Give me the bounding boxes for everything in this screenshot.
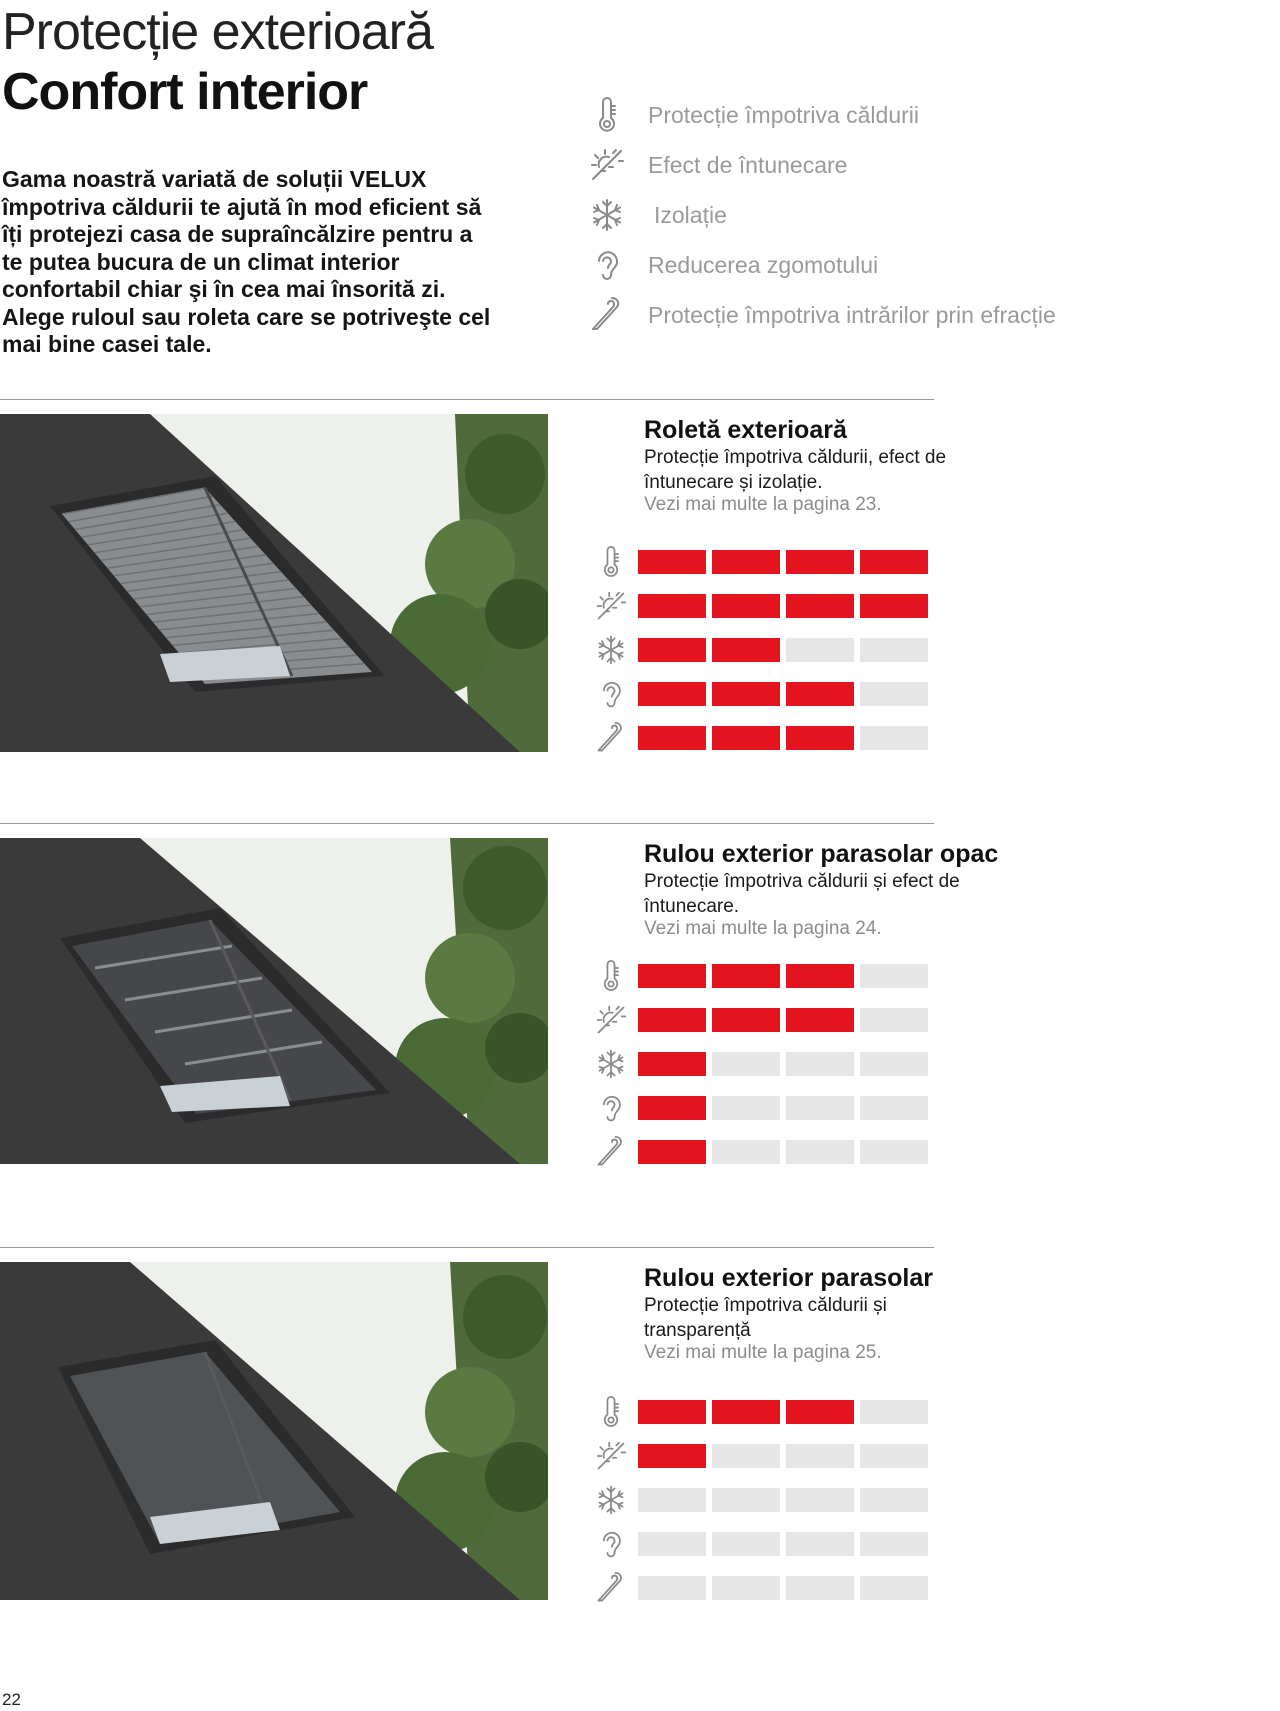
rating-bar-empty <box>860 1576 928 1600</box>
rating-row <box>594 1086 934 1130</box>
rating-bar-filled <box>712 594 780 618</box>
product-description-1: Protecție împotriva căldurii, efect de întunecare și izolație. <box>644 447 947 493</box>
darkening-icon <box>595 1440 627 1472</box>
thermometer-icon <box>595 546 627 578</box>
rating-bar-filled <box>712 638 780 662</box>
snowflake-icon <box>595 634 627 666</box>
rating-bar-empty <box>786 1140 854 1164</box>
rating-bar-empty <box>638 1576 706 1600</box>
rating-row <box>594 1434 934 1478</box>
rating-row <box>594 998 934 1042</box>
product-link-1[interactable]: Vezi mai multe la pagina 23. <box>644 494 882 515</box>
rating-bar-filled <box>638 1096 706 1120</box>
rating-row <box>594 628 934 672</box>
rating-bar-empty <box>712 1096 780 1120</box>
product-photo-1 <box>0 414 548 752</box>
rating-bar-filled <box>638 594 706 618</box>
rating-bar-empty <box>860 1140 928 1164</box>
snowflake-icon <box>595 1048 627 1080</box>
legend-item-noise <box>586 240 1146 290</box>
ear-icon <box>595 1092 627 1124</box>
ear-icon <box>595 678 627 710</box>
rating-bar-filled <box>860 594 928 618</box>
rating-bar-empty <box>860 638 928 662</box>
rating-bar-filled <box>712 1008 780 1032</box>
product-link-2[interactable]: Vezi mai multe la pagina 24. <box>644 918 882 939</box>
thermometer-icon <box>589 97 625 133</box>
rating-bar-empty <box>860 1052 928 1076</box>
rating-bar-filled <box>786 550 854 574</box>
rating-bar-filled <box>638 550 706 574</box>
rating-row <box>594 954 934 998</box>
crowbar-icon <box>595 1136 627 1168</box>
rating-bar-empty <box>712 1140 780 1164</box>
snowflake-icon <box>589 197 625 233</box>
rating-row <box>594 672 934 716</box>
rating-bar-empty <box>860 1532 928 1556</box>
rating-bar-empty <box>860 1096 928 1120</box>
ear-icon <box>589 247 625 283</box>
product-description-3: Protecție împotriva căldurii și transparență <box>644 1295 887 1341</box>
section-divider <box>0 823 934 824</box>
rating-bar-filled <box>712 550 780 574</box>
rating-bar-empty <box>786 1576 854 1600</box>
rating-bar-empty <box>860 964 928 988</box>
rating-row <box>594 716 934 760</box>
page-number: 22 <box>2 1690 21 1709</box>
rating-bar-filled <box>712 964 780 988</box>
darkening-icon <box>589 147 625 183</box>
intro-paragraph: Gama noastră variată de soluții VELUX împotriva căldurii te ajută în mod eficient să îți protejezi casa de supraîncălzire pentru a te putea bucura de un climat interior confortabil chiar şi în cea mai însorită zi. Alege ruloul sau roleta care se potriveşte cel mai bine casei tale. <box>2 166 491 357</box>
product-title-1: Roletă exterioară <box>644 416 847 444</box>
rating-bar-filled <box>712 1400 780 1424</box>
rating-bar-filled <box>860 550 928 574</box>
rating-bar-filled <box>638 1400 706 1424</box>
rating-bar-filled <box>712 682 780 706</box>
rating-bar-filled <box>712 726 780 750</box>
legend-label: Reducerea zgomotului <box>648 251 879 278</box>
legend-label: Protecție împotriva căldurii <box>648 101 919 128</box>
rating-bar-empty <box>860 1444 928 1468</box>
rating-bar-filled <box>638 1140 706 1164</box>
rating-bar-empty <box>860 682 928 706</box>
rating-bar-empty <box>712 1444 780 1468</box>
rating-bar-empty <box>712 1576 780 1600</box>
rating-bar-empty <box>786 1444 854 1468</box>
rating-bar-empty <box>786 1096 854 1120</box>
section-divider <box>0 1247 934 1248</box>
rating-row <box>594 1130 934 1174</box>
rating-row <box>594 540 934 584</box>
crowbar-icon <box>595 722 627 754</box>
ear-icon <box>595 1528 627 1560</box>
rating-bar-filled <box>638 1052 706 1076</box>
rating-bar-empty <box>860 1008 928 1032</box>
rating-bar-empty <box>860 1400 928 1424</box>
rating-bar-empty <box>786 1488 854 1512</box>
legend-item-insulation <box>586 190 1146 240</box>
rating-bar-empty <box>786 638 854 662</box>
legend <box>586 90 1146 340</box>
rating-bar-empty <box>712 1052 780 1076</box>
rating-bar-filled <box>638 638 706 662</box>
darkening-icon <box>595 590 627 622</box>
title-line-1: Protecție exterioară <box>2 3 433 61</box>
title-line-2: Confort interior <box>2 63 368 121</box>
rating-row <box>594 584 934 628</box>
rating-row <box>594 1478 934 1522</box>
rating-bar-empty <box>638 1532 706 1556</box>
rating-bar-filled <box>786 1400 854 1424</box>
rating-bar-empty <box>786 1532 854 1556</box>
product-photo-2 <box>0 838 548 1164</box>
rating-bar-filled <box>638 964 706 988</box>
rating-bar-filled <box>638 726 706 750</box>
rating-bar-filled <box>786 964 854 988</box>
rating-bar-filled <box>786 594 854 618</box>
rating-bar-empty <box>860 1488 928 1512</box>
thermometer-icon <box>595 1396 627 1428</box>
product-title-3: Rulou exterior parasolar <box>644 1264 933 1292</box>
rating-bar-empty <box>712 1532 780 1556</box>
rating-bar-filled <box>786 726 854 750</box>
rating-bar-empty <box>712 1488 780 1512</box>
product-title-2: Rulou exterior parasolar opac <box>644 840 999 868</box>
rating-bar-empty <box>786 1052 854 1076</box>
legend-item-darkening <box>586 140 1146 190</box>
rating-row <box>594 1566 934 1610</box>
rating-bar-filled <box>638 1008 706 1032</box>
crowbar-icon <box>589 297 625 333</box>
rating-block-3 <box>594 1390 934 1610</box>
product-link-3[interactable]: Vezi mai multe la pagina 25. <box>644 1342 882 1363</box>
rating-bar-filled <box>638 1444 706 1468</box>
rating-bar-filled <box>786 682 854 706</box>
thermometer-icon <box>595 960 627 992</box>
legend-item-heat <box>586 90 1146 140</box>
product-photo-3 <box>0 1262 548 1600</box>
legend-label: Izolație <box>654 201 727 228</box>
section-divider <box>0 399 934 400</box>
legend-item-burglary <box>586 290 1146 340</box>
crowbar-icon <box>595 1572 627 1604</box>
legend-label: Protecție împotriva intrărilor prin efracție <box>648 301 1056 328</box>
rating-bar-filled <box>638 682 706 706</box>
rating-block-2 <box>594 954 934 1174</box>
rating-block-1 <box>594 540 934 760</box>
rating-bar-filled <box>786 1008 854 1032</box>
legend-label: Efect de întunecare <box>648 151 848 178</box>
product-description-2: Protecție împotriva căldurii și efect de întunecare. <box>644 871 960 917</box>
rating-bar-empty <box>860 726 928 750</box>
darkening-icon <box>595 1004 627 1036</box>
rating-bar-empty <box>638 1488 706 1512</box>
snowflake-icon <box>595 1484 627 1516</box>
rating-row <box>594 1390 934 1434</box>
rating-row <box>594 1522 934 1566</box>
rating-row <box>594 1042 934 1086</box>
